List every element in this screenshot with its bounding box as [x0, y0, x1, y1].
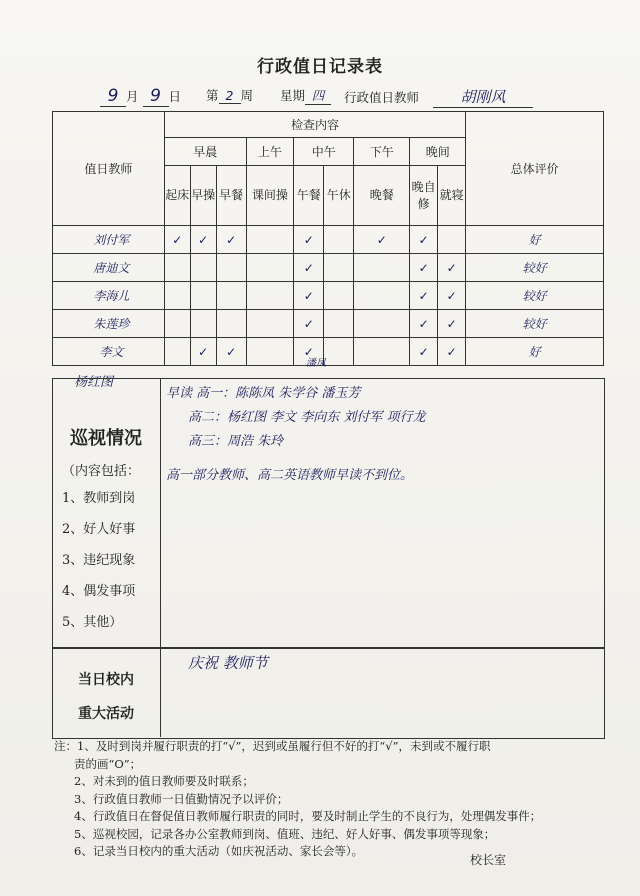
- check-cell: [324, 226, 354, 254]
- admin-teacher-label: 行政值日教师: [344, 90, 420, 105]
- form-title: 行政值日记录表: [257, 57, 383, 77]
- note-line: 6、记录当日校内的重大活动（如庆祝活动、家长会等）。: [74, 844, 364, 858]
- sub-dinner: 晚餐: [354, 166, 410, 226]
- table-row: [53, 338, 604, 366]
- week-value: 2: [219, 88, 241, 104]
- patrol-entry: 早读 高一：陈陈凤 朱学谷 潘玉芳: [166, 386, 361, 401]
- check-cell: [246, 310, 294, 338]
- check-cell: [190, 310, 216, 338]
- week-suffix: 周: [240, 88, 254, 103]
- month-value: 9: [100, 86, 126, 107]
- check-cell: ✓: [164, 226, 190, 254]
- check-cell: [164, 310, 190, 338]
- check-cell: ✓: [410, 338, 438, 366]
- check-cell: [246, 226, 294, 254]
- check-cell: ✓: [190, 338, 216, 366]
- patrol-item: 4、偶发事项: [62, 584, 136, 599]
- overall-eval: 好: [466, 226, 604, 254]
- period-noon: 中午: [294, 138, 354, 166]
- check-cell: ✓: [438, 254, 466, 282]
- check-cell: ✓: [438, 310, 466, 338]
- week-line: [206, 86, 253, 104]
- sub-lunch: 午餐: [294, 166, 324, 226]
- period-evening: 晚间: [410, 138, 466, 166]
- check-cell: ✓: [410, 282, 438, 310]
- check-cell: [190, 254, 216, 282]
- teacher-name: 朱莲珍: [53, 310, 165, 338]
- check-cell: ✓: [438, 282, 466, 310]
- check-cell: ✓: [216, 226, 246, 254]
- overall-eval: 较好: [466, 254, 604, 282]
- patrol-entries: [166, 382, 596, 488]
- patrol-hint: （内容包括：: [62, 464, 141, 479]
- check-cell: ✓: [410, 254, 438, 282]
- check-cell: [354, 254, 410, 282]
- patrol-divider: [160, 378, 161, 647]
- patrol-item-list: [52, 483, 160, 638]
- check-cell: [164, 254, 190, 282]
- note-line: 4、行政值日在督促值日教师履行职责的同时，要及时制止学生的不良行为，处理偶发事件；: [74, 809, 542, 823]
- month-label: 月: [126, 89, 139, 104]
- patrol-labels: [52, 424, 160, 638]
- admin-teacher-line: [344, 86, 533, 108]
- patrol-item: 3、违纪现象: [62, 553, 136, 568]
- check-cell: ✓: [410, 310, 438, 338]
- check-cell: [164, 338, 190, 366]
- extra-name: 杨红图: [74, 375, 114, 390]
- duty-teacher-header: 值日教师: [53, 112, 165, 226]
- events-label-1: 当日校内: [78, 672, 134, 688]
- period-afternoon: 下午: [354, 138, 410, 166]
- teacher-name: 刘付军: [53, 226, 165, 254]
- check-cell: [216, 310, 246, 338]
- patrol-entry: 高三：周浩 朱玲: [188, 434, 284, 449]
- events-content: 庆祝 教师节: [188, 654, 268, 672]
- events-labels: [52, 663, 160, 731]
- check-cell: [438, 226, 466, 254]
- sub-nap: 午休: [324, 166, 354, 226]
- check-cell: ✓: [294, 282, 324, 310]
- check-cell: [246, 338, 294, 366]
- sub-exercise: 早操: [190, 166, 216, 226]
- check-cell: ✓: [190, 226, 216, 254]
- check-cell: ✓: [354, 226, 410, 254]
- weekday-line: [280, 86, 331, 105]
- sub-evening-study: 晚自修: [410, 166, 438, 226]
- overall-eval: 较好: [466, 310, 604, 338]
- patrol-entry: 高二：杨红图 李文 李向东 刘付军 项行龙: [188, 410, 426, 425]
- check-cell: [246, 282, 294, 310]
- sub-break-exercise: 课间操: [246, 166, 294, 226]
- check-cell: [324, 338, 354, 366]
- teacher-name: 李海儿: [53, 282, 165, 310]
- sub-getup: 起床: [164, 166, 190, 226]
- check-cell: [324, 310, 354, 338]
- check-cell: [190, 282, 216, 310]
- note-line: 5、巡视校园，记录各办公室教师到岗、值班、违纪、好人好事、偶发事项等现象；: [74, 826, 496, 841]
- patrol-entry: 高一部分教师、高二英语教师早读不到位。: [166, 468, 414, 483]
- check-cell: [216, 282, 246, 310]
- admin-teacher-value: 胡刚风: [433, 86, 533, 108]
- events-divider: [160, 647, 161, 737]
- note-line: 注：1、及时到岗并履行职责的打“√”，迟到或虽履行但不好的打“√”，未到或不履行职: [54, 739, 491, 753]
- teacher-name: 李文: [53, 338, 165, 366]
- check-cell: [324, 282, 354, 310]
- note-line: 3、行政值日教师一日值勤情况予以评价；: [74, 791, 289, 806]
- table-row: [53, 254, 604, 282]
- check-cell: ✓: [294, 254, 324, 282]
- note-line: 责的画“O”；: [74, 756, 142, 771]
- period-forenoon: 上午: [246, 138, 294, 166]
- check-cell: [216, 254, 246, 282]
- sub-bedtime: 就寝: [438, 166, 466, 226]
- check-cell: ✓: [294, 226, 324, 254]
- overall-eval: 好: [466, 338, 604, 366]
- patrol-item: 2、好人好事: [62, 522, 136, 537]
- day-label: 日: [168, 89, 182, 104]
- day-value: 9: [143, 86, 169, 107]
- week-prefix: 第: [206, 88, 219, 103]
- inspection-table: [52, 111, 604, 366]
- events-label-2: 重大活动: [78, 706, 134, 722]
- overall-eval: 较好: [466, 282, 604, 310]
- check-cell: ✓: [410, 226, 438, 254]
- sub-breakfast: 早餐: [216, 166, 246, 226]
- check-cell: ✓: [216, 338, 246, 366]
- check-cell: ✓: [294, 338, 324, 366]
- patrol-item: 1、教师到岗: [62, 491, 136, 506]
- inspect-header: 检查内容: [164, 112, 465, 138]
- overall-header: 总体评价: [466, 112, 604, 226]
- table-row: [53, 226, 604, 254]
- table-row: [53, 282, 604, 310]
- notes: [54, 738, 614, 861]
- patrol-title: 巡视情况: [70, 428, 142, 449]
- check-cell: [246, 254, 294, 282]
- check-cell: ✓: [294, 310, 324, 338]
- weekday-value: 四: [305, 86, 331, 105]
- patrol-item: 5、其他）: [62, 615, 123, 630]
- check-cell: [354, 282, 410, 310]
- period-morning: 早晨: [164, 138, 246, 166]
- table-row: [53, 310, 604, 338]
- check-cell: [354, 310, 410, 338]
- check-cell: [354, 338, 410, 366]
- footer-office: 校长室: [470, 853, 507, 867]
- date-line: [100, 86, 181, 107]
- teacher-name: 唐迪文: [53, 254, 165, 282]
- weekday-label: 星期: [280, 88, 306, 103]
- check-cell: [324, 254, 354, 282]
- check-cell: [164, 282, 190, 310]
- extra-note: 潘凤: [306, 358, 326, 369]
- check-cell: ✓: [438, 338, 466, 366]
- note-line: 2、对未到的值日教师要及时联系；: [74, 774, 254, 788]
